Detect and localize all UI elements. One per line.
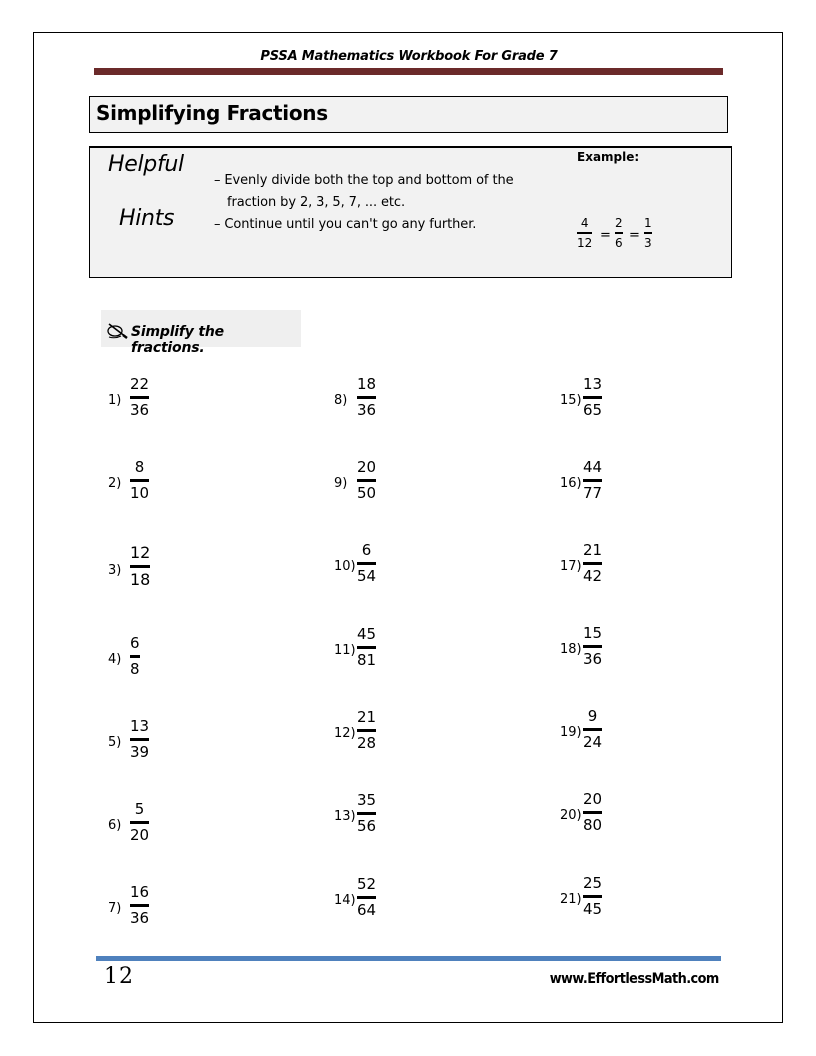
numerator: 16	[130, 883, 150, 901]
denominator: 3	[644, 236, 652, 250]
denominator: 10	[130, 484, 150, 502]
example-fraction	[615, 217, 623, 249]
numerator: 20	[583, 790, 603, 808]
problem-number: 5)	[108, 735, 122, 750]
fraction	[357, 793, 376, 834]
hint-line-3: – Continue until you can't go any further.	[214, 217, 477, 232]
denominator: 42	[583, 567, 603, 585]
denominator: 36	[357, 401, 377, 419]
problem-number: 7)	[108, 901, 122, 916]
numerator: 5	[134, 800, 145, 818]
fraction	[130, 460, 149, 501]
fraction	[583, 792, 602, 833]
denominator: 18	[130, 570, 151, 589]
problem-number: 17)	[560, 559, 582, 574]
instructions-text: Simplify the fractions.	[131, 324, 224, 356]
problem-number: 13)	[334, 809, 356, 824]
denominator: 36	[130, 401, 150, 419]
problem-number: 21)	[560, 892, 582, 907]
denominator: 77	[583, 484, 603, 502]
problem-number: 16)	[560, 476, 582, 491]
fraction	[357, 543, 376, 584]
numerator: 2	[615, 216, 623, 230]
hint-line-1: – Evenly divide both the top and bottom of the	[214, 173, 514, 188]
pencil-icon	[106, 320, 128, 340]
header-rule	[94, 68, 723, 75]
fraction	[583, 543, 602, 584]
numerator: 21	[357, 708, 377, 726]
denominator: 50	[357, 484, 377, 502]
numerator: 6	[130, 634, 140, 652]
denominator: 36	[130, 909, 150, 927]
denominator: 45	[583, 900, 603, 918]
hint-line-2: fraction by 2, 3, 5, 7, ... etc.	[227, 195, 405, 210]
numerator: 12	[130, 543, 151, 562]
numerator: 4	[580, 216, 589, 230]
denominator: 6	[615, 236, 623, 250]
problem-number: 2)	[108, 476, 122, 491]
problem-number: 14)	[334, 893, 356, 908]
problem-number: 19)	[560, 725, 582, 740]
fraction	[357, 710, 376, 751]
section-title-box	[89, 96, 728, 133]
equals-sign: =	[600, 228, 611, 243]
hints-title-helpful: Helpful	[108, 152, 184, 177]
fraction	[357, 460, 376, 501]
numerator: 9	[587, 707, 598, 725]
problem-number: 15)	[560, 393, 582, 408]
equals-sign: =	[629, 228, 640, 243]
fraction	[583, 709, 602, 750]
example-fraction	[644, 217, 652, 249]
workbook-title: PSSA Mathematics Workbook For Grade 7	[260, 49, 558, 64]
numerator: 44	[583, 458, 603, 476]
problem-number: 8)	[334, 393, 348, 408]
denominator: 36	[583, 650, 603, 668]
numerator: 6	[361, 541, 372, 559]
problem-number: 1)	[108, 393, 122, 408]
problem-number: 12)	[334, 726, 356, 741]
fraction	[583, 377, 602, 418]
denominator: 39	[130, 743, 150, 761]
numerator: 21	[583, 541, 603, 559]
denominator: 28	[357, 734, 377, 752]
fraction	[357, 627, 376, 668]
example-label: Example:	[577, 150, 640, 164]
denominator: 81	[357, 651, 377, 669]
denominator: 54	[357, 567, 377, 585]
numerator: 45	[357, 625, 377, 643]
instructions-box	[101, 310, 301, 356]
denominator: 80	[583, 816, 603, 834]
fraction	[130, 545, 150, 588]
footer-url: www.EffortlessMath.com	[549, 971, 719, 987]
denominator: 20	[130, 826, 150, 844]
fraction	[130, 636, 140, 677]
helpful-hints-box	[89, 146, 732, 278]
fraction	[130, 377, 149, 418]
problem-number: 6)	[108, 818, 122, 833]
denominator: 8	[130, 660, 140, 678]
fraction	[583, 460, 602, 501]
numerator: 25	[583, 874, 603, 892]
numerator: 13	[583, 375, 603, 393]
section-title: Simplifying Fractions	[96, 101, 328, 125]
numerator: 8	[134, 458, 145, 476]
problem-number: 4)	[108, 652, 122, 667]
denominator: 12	[577, 236, 593, 250]
numerator: 52	[357, 875, 377, 893]
numerator: 22	[130, 375, 150, 393]
problem-number: 3)	[108, 563, 122, 578]
numerator: 15	[583, 624, 603, 642]
problem-number: 20)	[560, 808, 582, 823]
fraction	[357, 877, 376, 918]
denominator: 64	[357, 901, 377, 919]
fraction	[583, 626, 602, 667]
numerator: 1	[644, 216, 652, 230]
problem-number: 9)	[334, 476, 348, 491]
numerator: 35	[357, 791, 377, 809]
denominator: 56	[357, 817, 377, 835]
fraction	[357, 377, 376, 418]
numerator: 13	[130, 717, 150, 735]
denominator: 65	[583, 401, 603, 419]
footer-rule	[96, 956, 721, 961]
problem-number: 10)	[334, 559, 356, 574]
fraction	[130, 885, 149, 926]
example-fraction	[577, 217, 592, 249]
fraction	[130, 719, 149, 760]
page-number: 12	[104, 964, 134, 989]
numerator: 18	[357, 375, 377, 393]
denominator: 24	[583, 733, 603, 751]
hints-title-hints: Hints	[119, 206, 175, 231]
fraction	[130, 802, 149, 843]
fraction	[583, 876, 602, 917]
problem-number: 18)	[560, 642, 582, 657]
numerator: 20	[357, 458, 377, 476]
problem-number: 11)	[334, 643, 356, 658]
